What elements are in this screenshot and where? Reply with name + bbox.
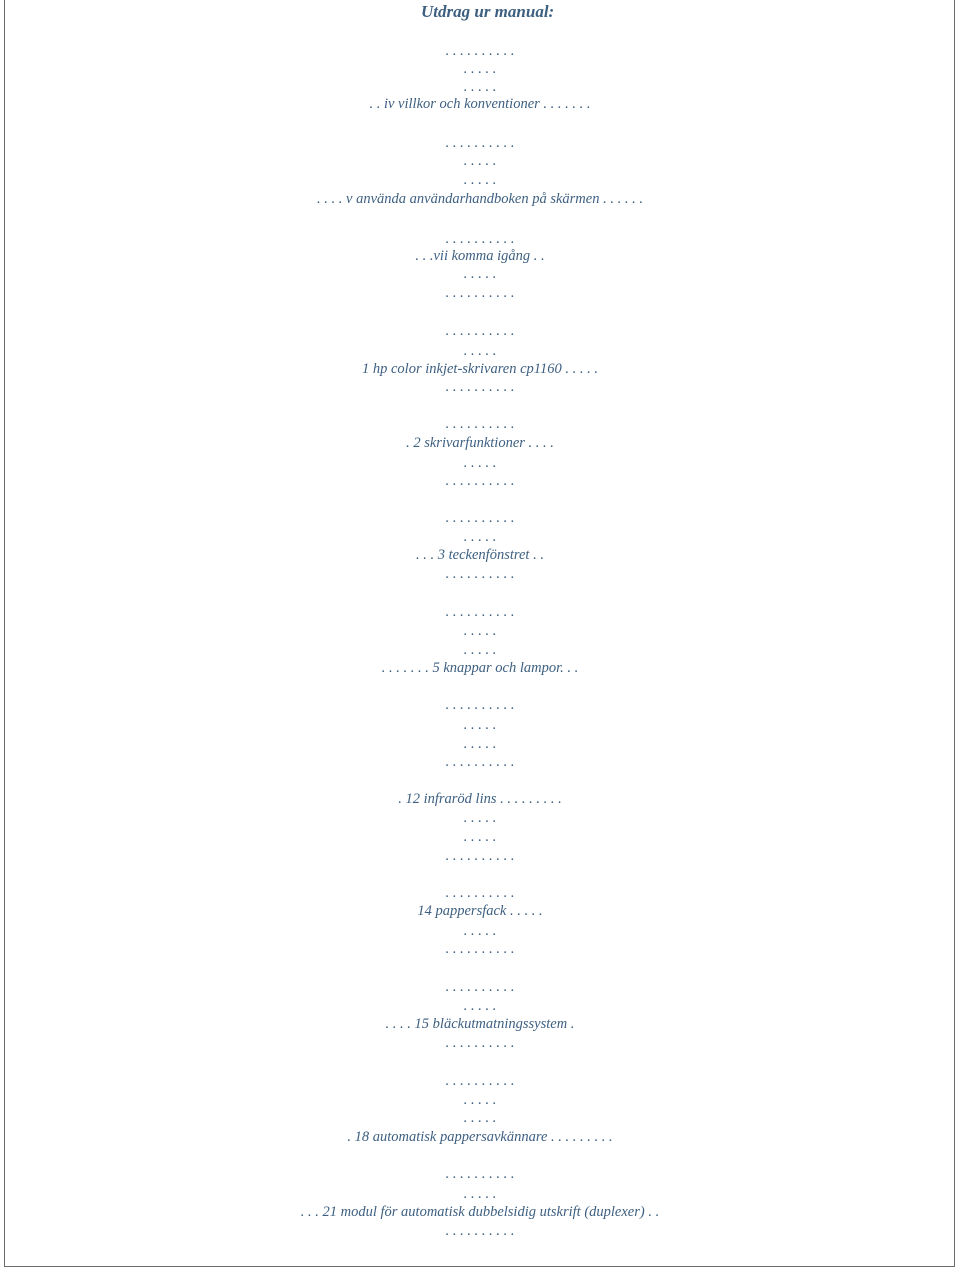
toc-line: . . . . . <box>463 717 497 733</box>
toc-line: . 12 infraröd lins . . . . . . . . . <box>398 791 562 807</box>
toc-line: . . . . . . . . . . <box>445 416 515 432</box>
toc-line: . . . . . <box>463 623 497 639</box>
toc-line: . . . . . <box>463 642 497 658</box>
toc-line: . . . . . . . . . . <box>445 510 515 526</box>
toc-line: . . . . . . . . . . <box>445 1223 515 1239</box>
toc-line: . . . . . . . 5 knappar och lampor. . . <box>381 660 579 676</box>
toc-line: . . . . . . . . . . <box>445 323 515 339</box>
toc-line: . . . . . <box>463 529 497 545</box>
toc-line: . . . . . <box>463 1186 497 1202</box>
toc-line: . . . 21 modul för automatisk dubbelsidig utskrift (duplexer) . . <box>300 1204 660 1220</box>
toc-line: . . . . . . . . . . <box>445 1035 515 1051</box>
toc-line: 1 hp color inkjet-skrivaren cp1160 . . . . . <box>362 361 598 377</box>
toc-line: . . . 3 teckenfönstret . . <box>416 547 544 563</box>
toc-line: . . . . . . . . . . <box>445 848 515 864</box>
toc-line: . . . . . <box>463 79 497 95</box>
toc-line: . . . . . <box>463 923 497 939</box>
page-title: Utdrag ur manual: <box>421 2 555 21</box>
toc-line: . . . . 15 bläckutmatningssystem . <box>385 1016 575 1032</box>
toc-line: . . . . . <box>463 998 497 1014</box>
toc-line: . . . . . <box>463 343 497 359</box>
toc-line: . . . . . <box>463 810 497 826</box>
toc-line: . . . . . <box>463 1110 497 1126</box>
toc-line: . . . . . . . . . . <box>445 43 515 59</box>
toc-line: . . . . . . . . . . <box>445 754 515 770</box>
toc-line: . . . . . <box>463 829 497 845</box>
toc-line: . . . . . . . . . . <box>445 231 515 247</box>
toc-line: . . . . . . . . . . <box>445 885 515 901</box>
toc-line: . . . . . <box>463 172 497 188</box>
toc-line: . . . . . <box>463 736 497 752</box>
toc-line: . . . . . . . . . . <box>445 135 515 151</box>
toc-line: . . . . . . . . . . <box>445 473 515 489</box>
toc-line: . . . . . <box>463 266 497 282</box>
toc-line: . . . . . <box>463 455 497 471</box>
toc-line: . 2 skrivarfunktioner . . . . <box>406 435 554 451</box>
toc-line: . . . . . <box>463 153 497 169</box>
toc-line: . . . . . . . . . . <box>445 697 515 713</box>
toc-line: . . . . . . . . . . <box>445 1073 515 1089</box>
toc-line: . . . . . . . . . . <box>445 979 515 995</box>
toc-line: . . iv villkor och konventioner . . . . . . . <box>369 96 591 112</box>
toc-line: . . . . . . . . . . <box>445 379 515 395</box>
toc-line: . . . . . . . . . . <box>445 566 515 582</box>
toc-line: 14 pappersfack . . . . . <box>417 903 543 919</box>
toc-line: . . .vii komma igång . . <box>415 248 545 264</box>
toc-line: . . . . . . . . . . <box>445 941 515 957</box>
toc-line: . . . . . . . . . . <box>445 285 515 301</box>
toc-line: . . . . . <box>463 61 497 77</box>
toc-line: . . . . . . . . . . <box>445 604 515 620</box>
toc-line: . 18 automatisk pappersavkännare . . . . . . . . . <box>347 1129 613 1145</box>
toc-line: . . . . v använda användarhandboken på skärmen . . . . . . <box>317 191 643 207</box>
toc-line: . . . . . <box>463 1092 497 1108</box>
toc-line: . . . . . . . . . . <box>445 1166 515 1182</box>
